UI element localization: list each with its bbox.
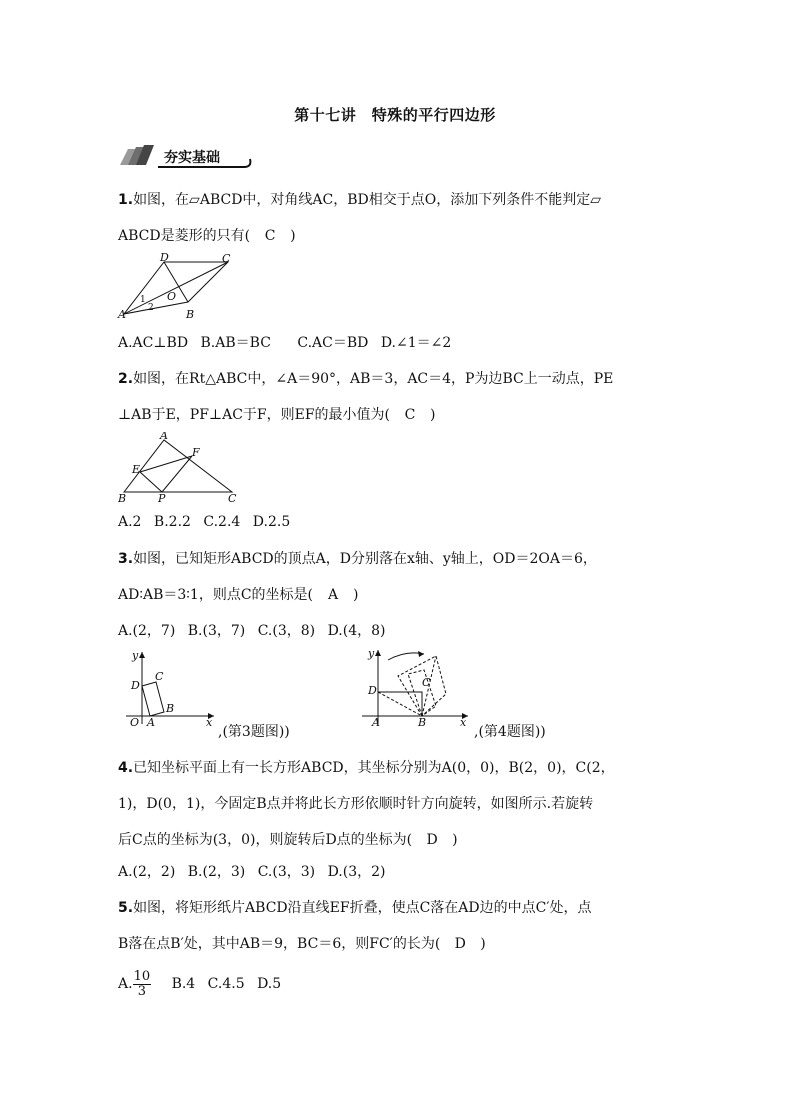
q5-text-2: B落在点B′处，其中AB＝9，BC＝6，则FC′的长为(: [118, 936, 441, 952]
q4-text-1: 已知坐标平面上有一长方形ABCD，其坐标分别为A(0，0)，B(2，0)，C(2，: [133, 760, 615, 776]
q1-line1: [118, 190, 601, 210]
section-label: 夯实基础: [164, 150, 220, 166]
q5-number: 5.: [118, 900, 134, 916]
q5-option-a-prefix: A.: [118, 976, 133, 992]
q4-label-y: y: [368, 647, 375, 660]
q3-option-d: D.(4，8): [327, 623, 386, 639]
q3-close: ): [353, 587, 359, 603]
q3-label-A: A: [147, 716, 155, 726]
q1-label-B: B: [186, 308, 195, 321]
q5-close: ): [480, 936, 486, 952]
q2-figure: [116, 432, 242, 504]
q4-fig-caption: ,(第4题图)): [474, 724, 546, 740]
q2-option-d: D.2.5: [252, 514, 291, 530]
page-title: 第十七讲 特殊的平行四边形: [294, 106, 496, 124]
q2-option-b: B.2.2: [153, 514, 191, 530]
q3-number: 3.: [118, 551, 134, 567]
q1-label-1: 1: [140, 295, 146, 305]
q3-line1: [118, 549, 597, 569]
q1-label-C: C: [222, 252, 231, 265]
q5-fraction-numerator: 10: [133, 968, 151, 984]
q5-options: [118, 966, 289, 1002]
q2-label-F: F: [192, 446, 200, 459]
q3-label-D: D: [131, 679, 140, 692]
q3-label-O: O: [130, 716, 140, 726]
q5-line2: [118, 934, 486, 954]
q4-line3: [118, 830, 458, 850]
q1-figure: [116, 252, 236, 322]
q4-line1: [118, 758, 615, 778]
q4-label-D: D: [368, 684, 377, 697]
q2-options: [118, 512, 298, 532]
q1-option-c: C.AC＝BD: [297, 335, 369, 351]
q4-option-c: C.(3，3): [257, 864, 316, 880]
q3-option-c: C.(3，8): [257, 623, 316, 639]
q1-close: ): [290, 228, 296, 244]
q1-label-A: A: [118, 308, 126, 321]
q4-option-d: D.(3，2): [327, 864, 386, 880]
q2-label-C: C: [228, 492, 237, 504]
q3-text-2: AD∶AB＝3∶1，则点C的坐标是(: [118, 587, 314, 603]
q4-figure: [354, 646, 474, 726]
section-header: [118, 143, 258, 173]
q2-text-2: ⊥AB于E，PF⊥AC于F，则EF的最小值为(: [118, 407, 391, 423]
q1-option-b: B.AB＝BC: [200, 335, 271, 351]
q4-close: ): [452, 832, 458, 848]
q3-text-1: 如图，已知矩形ABCD的顶点A，D分别落在x轴、y轴上，OD＝2OA＝6，: [133, 551, 597, 567]
q4-text-3: 后C点的坐标为(3，0)，则旋转后D点的坐标为(: [118, 832, 413, 848]
q2-number: 2.: [118, 371, 134, 387]
q1-text-2: ABCD是菱形的只有(: [118, 228, 251, 244]
q3-options: [118, 621, 393, 641]
q2-answer: C: [404, 407, 416, 423]
q3-option-a: A.(2，7): [118, 623, 176, 639]
q3-figure: [118, 648, 218, 726]
q4-option-a: A.(2，2): [118, 864, 176, 880]
q4-answer: D: [426, 832, 438, 848]
q5-text-1: 如图，将矩形纸片ABCD沿直线EF折叠，使点C落在AD边的中点C′处，点: [133, 900, 592, 916]
q2-text-1: 如图，在Rt△ABC中，∠A＝90°，AB＝3，AC＝4，P为边BC上一动点，PE: [133, 371, 614, 387]
q2-line2: [118, 405, 435, 425]
q2-label-P: P: [158, 492, 166, 504]
q4-options: [118, 862, 393, 882]
q3-label-C: C: [155, 670, 164, 683]
q3-option-b: B.(3，7): [187, 623, 246, 639]
q2-close: ): [430, 407, 436, 423]
q1-text-1: 如图，在▱ABCD中，对角线AC，BD相交于点O，添加下列条件不能判定▱: [133, 192, 602, 208]
q5-answer: D: [454, 936, 466, 952]
q5-line1: [118, 898, 592, 918]
q1-label-O: O: [167, 290, 177, 303]
q2-line1: [118, 369, 613, 389]
q4-option-b: B.(2，3): [187, 864, 246, 880]
q5-option-b: B.4: [171, 976, 196, 992]
q1-number: 1.: [118, 192, 134, 208]
q5-option-c: C.4.5: [207, 976, 245, 992]
q1-line2: [118, 226, 296, 246]
q3-answer: A: [327, 587, 339, 603]
q4-label-A: A: [372, 716, 380, 726]
q5-option-a-fraction: [133, 970, 160, 999]
q3-label-x: x: [206, 716, 213, 726]
q4-label-C: C: [422, 676, 431, 689]
q2-option-a: A.2: [118, 514, 142, 530]
q1-options: [118, 333, 459, 353]
q3-fig-caption: ,(第3题图)): [218, 724, 290, 740]
q1-label-D: D: [160, 252, 169, 264]
q1-option-a: A.AC⊥BD: [118, 335, 189, 351]
q1-answer: C: [264, 228, 276, 244]
q4-number: 4.: [118, 760, 134, 776]
q4-label-B: B: [418, 716, 427, 726]
q2-label-B: B: [118, 492, 127, 504]
q5-option-d: D.5: [257, 976, 282, 992]
q5-fraction-denominator: 3: [137, 983, 146, 999]
q1-option-d: D.∠1＝∠2: [380, 335, 452, 351]
q2-label-E: E: [132, 463, 141, 476]
q3-label-B: B: [166, 702, 175, 715]
q3-label-y: y: [132, 649, 139, 662]
q4-line2: 1)，D(0，1)，今固定B点并将此长方形依顺时针方向旋转，如图所示.若旋转: [118, 796, 594, 812]
q1-label-2: 2: [148, 303, 154, 313]
q3-line2: [118, 585, 358, 605]
q2-label-A: A: [160, 432, 168, 442]
q4-label-x: x: [460, 716, 467, 726]
q2-option-c: C.2.4: [203, 514, 241, 530]
